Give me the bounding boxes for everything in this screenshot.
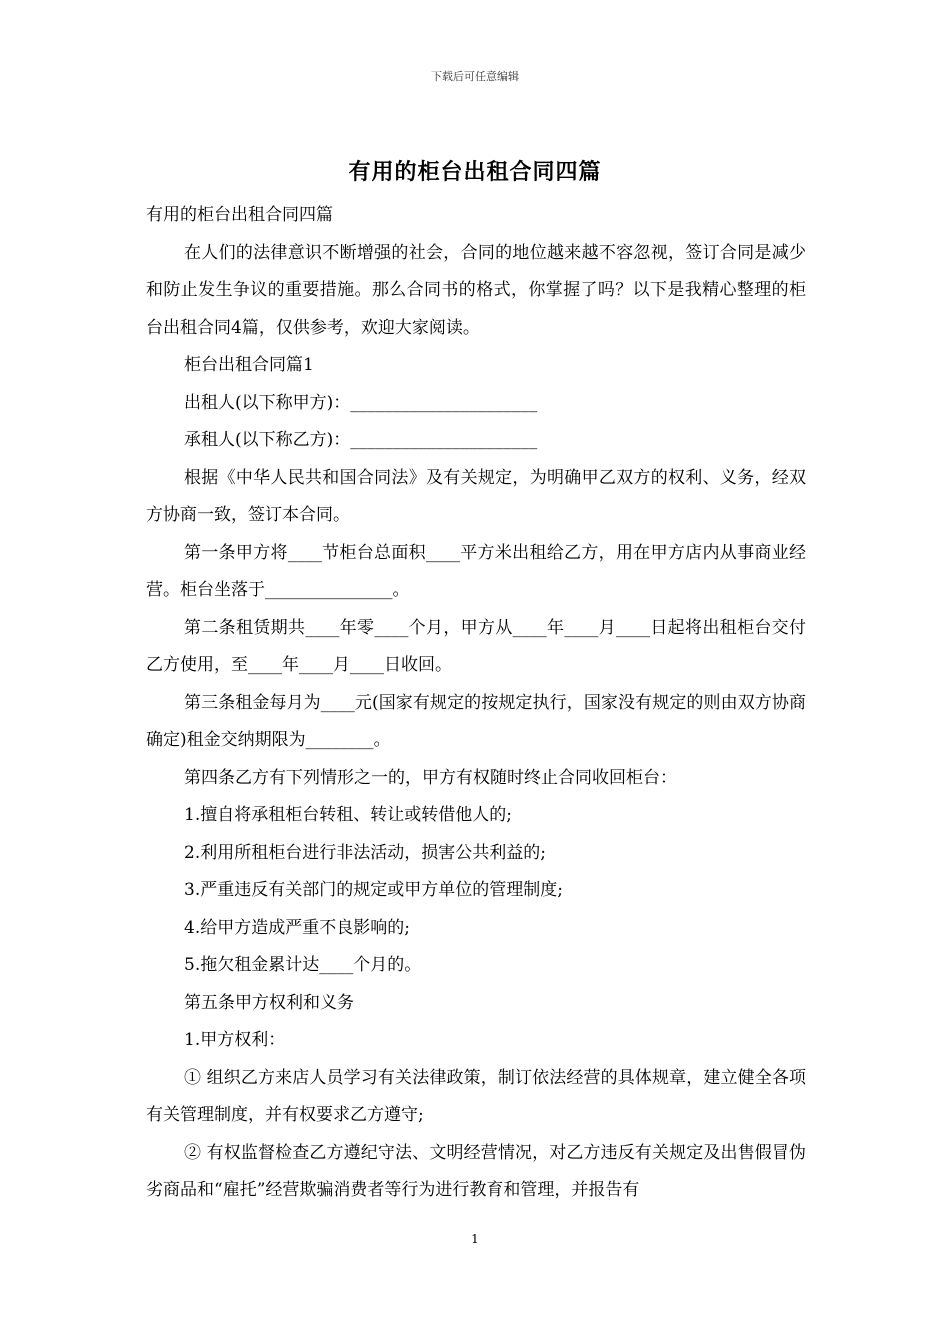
body-paragraph: 第四条乙方有下列情形之一的，甲方有权随时终止合同收回柜台：: [184, 767, 677, 788]
body-paragraph: 2.利用所租柜台进行非法活动，损害公共利益的;: [184, 842, 546, 863]
body-paragraph: 第三条租金每月为____元(国家有规定的按规定执行，国家没有规定的则由双方协商确定)租金交纳期限为________。: [146, 692, 806, 750]
body-paragraph: 柜台出租合同篇1: [184, 355, 314, 375]
body-paragraph: ① 组织乙方来店人员学习有关法律政策，制订依法经营的具体规章，建立健全各项有关管理制度，并有权要求乙方遵守;: [146, 1067, 806, 1125]
body-paragraph: 1.擅自将承租柜台转租、转让或转借他人的;: [184, 805, 512, 825]
body-paragraph: 4.给甲方造成严重不良影响的;: [184, 917, 410, 938]
body-paragraph: ② 有权监督检查乙方遵纪守法、文明经营情况，对乙方违反有关规定及出售假冒伪劣商品和“雇托”经营欺骗消费者等行为进行教育和管理，并报告有: [146, 1142, 806, 1200]
body-paragraph: 承租人(以下称乙方)：______________________: [184, 430, 538, 450]
page-header-note: 下载后可任意编辑: [431, 70, 519, 83]
body-paragraph: 1.甲方权利：: [184, 1030, 286, 1050]
document-body: [146, 197, 806, 1210]
page-number: 1: [471, 1232, 479, 1246]
body-paragraph: 5.拖欠租金累计达____个月的。: [184, 955, 422, 975]
document-title: 有用的柜台出租合同四篇: [348, 159, 602, 185]
body-paragraph: 3.严重违反有关部门的规定或甲方单位的管理制度;: [184, 880, 563, 900]
body-paragraph: 有用的柜台出租合同四篇: [146, 205, 333, 225]
body-paragraph: 根据《中华人民共和国合同法》及有关规定，为明确甲乙双方的权利、义务，经双方协商一致，签订本合同。: [146, 467, 806, 525]
body-paragraph: 第一条甲方将____节柜台总面积____平方米出租给乙方，用在甲方店内从事商业经营。柜台坐落于_______________。: [146, 542, 806, 600]
body-paragraph: 在人们的法律意识不断增强的社会，合同的地位越来越不容忽视，签订合同是减少和防止发生争议的重要措施。那么合同书的格式，你掌握了吗？以下是我精心整理的柜台出租合同4篇，仅供参考，欢迎大家阅读。: [146, 242, 806, 338]
body-paragraph: 第五条甲方权利和义务: [184, 992, 354, 1013]
body-paragraph: 第二条租赁期共____年零____个月，甲方从____年____月____日起将出租柜台交付乙方使用，至____年____月____日收回。: [146, 617, 806, 675]
body-paragraph: 出租人(以下称甲方)：______________________: [184, 392, 538, 413]
